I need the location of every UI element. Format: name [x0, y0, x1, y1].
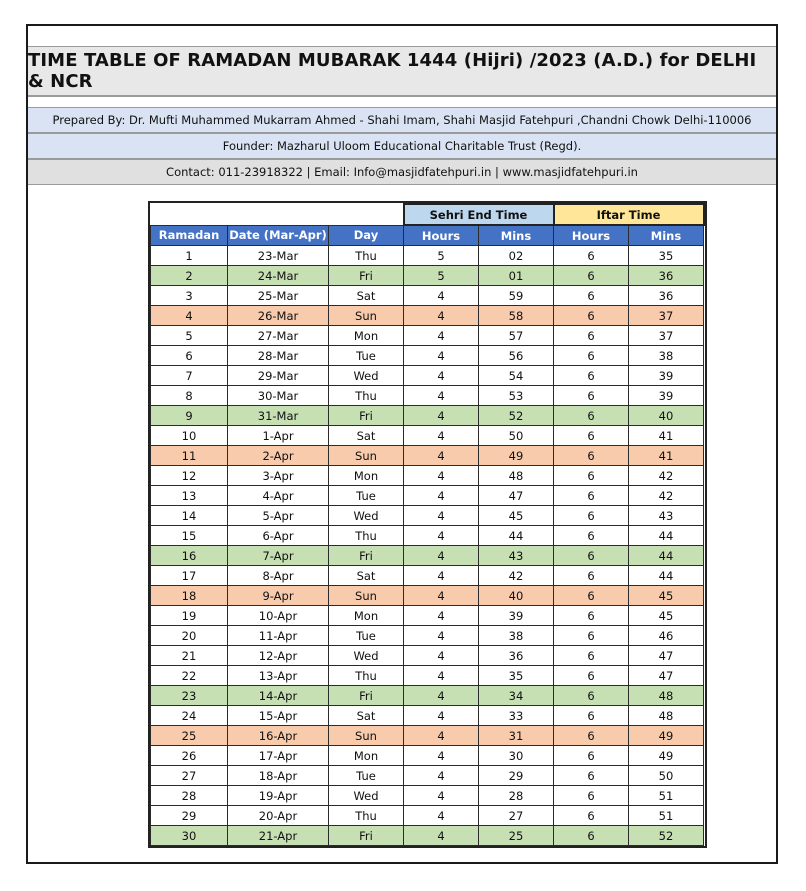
col-header-iftar-hours: Hours [554, 225, 629, 246]
sehri-hours-cell: 4 [404, 386, 479, 406]
sehri-hours-cell: 4 [404, 306, 479, 326]
sehri-hours-cell: 4 [404, 486, 479, 506]
weekday-cell: Wed [329, 366, 404, 386]
iftar-hours-cell: 6 [554, 446, 629, 466]
col-header-day: Day [329, 225, 404, 246]
col-header-ramadan: Ramadan [151, 225, 228, 246]
sehri-hours-cell: 4 [404, 546, 479, 566]
sehri-hours-cell: 4 [404, 566, 479, 586]
iftar-hours-cell: 6 [554, 586, 629, 606]
weekday-cell: Thu [329, 386, 404, 406]
col-header-iftar-mins: Mins [629, 225, 704, 246]
weekday-cell: Thu [329, 666, 404, 686]
weekday-cell: Fri [329, 826, 404, 846]
iftar-mins-cell: 44 [629, 546, 704, 566]
date-cell: 15-Apr [228, 706, 329, 726]
sehri-mins-cell: 25 [479, 826, 554, 846]
weekday-cell: Tue [329, 346, 404, 366]
iftar-group-header: Iftar Time [554, 204, 704, 225]
date-cell: 27-Mar [228, 326, 329, 346]
iftar-mins-cell: 45 [629, 606, 704, 626]
iftar-mins-cell: 43 [629, 506, 704, 526]
table-row [151, 246, 704, 266]
sehri-hours-cell: 4 [404, 766, 479, 786]
iftar-mins-cell: 39 [629, 386, 704, 406]
date-cell: 29-Mar [228, 366, 329, 386]
table-row [151, 686, 704, 706]
iftar-mins-cell: 47 [629, 646, 704, 666]
sehri-mins-cell: 49 [479, 446, 554, 466]
ramadan-day-cell: 14 [151, 506, 228, 526]
date-cell: 1-Apr [228, 426, 329, 446]
sehri-hours-cell: 4 [404, 746, 479, 766]
sehri-hours-cell: 4 [404, 406, 479, 426]
sehri-hours-cell: 4 [404, 666, 479, 686]
sehri-hours-cell: 4 [404, 446, 479, 466]
date-cell: 20-Apr [228, 806, 329, 826]
table-row [151, 346, 704, 366]
table-row [151, 306, 704, 326]
date-cell: 18-Apr [228, 766, 329, 786]
table-row [151, 826, 704, 846]
table-row [151, 786, 704, 806]
iftar-mins-cell: 52 [629, 826, 704, 846]
table-row [151, 566, 704, 586]
weekday-cell: Mon [329, 746, 404, 766]
date-cell: 31-Mar [228, 406, 329, 426]
sehri-mins-cell: 01 [479, 266, 554, 286]
iftar-mins-cell: 36 [629, 266, 704, 286]
ramadan-day-cell: 10 [151, 426, 228, 446]
sehri-mins-cell: 43 [479, 546, 554, 566]
sehri-mins-cell: 56 [479, 346, 554, 366]
founder-row [28, 133, 776, 159]
weekday-cell: Mon [329, 606, 404, 626]
col-header-sehri-hours: Hours [404, 225, 479, 246]
iftar-hours-cell: 6 [554, 686, 629, 706]
iftar-mins-cell: 46 [629, 626, 704, 646]
iftar-mins-cell: 49 [629, 726, 704, 746]
ramadan-day-cell: 26 [151, 746, 228, 766]
iftar-hours-cell: 6 [554, 486, 629, 506]
iftar-mins-cell: 49 [629, 746, 704, 766]
weekday-cell: Wed [329, 506, 404, 526]
table-row [151, 266, 704, 286]
weekday-cell: Sat [329, 286, 404, 306]
table-row [151, 666, 704, 686]
date-cell: 2-Apr [228, 446, 329, 466]
iftar-hours-cell: 6 [554, 386, 629, 406]
sehri-mins-cell: 58 [479, 306, 554, 326]
iftar-hours-cell: 6 [554, 566, 629, 586]
weekday-cell: Mon [329, 326, 404, 346]
date-cell: 17-Apr [228, 746, 329, 766]
iftar-hours-cell: 6 [554, 526, 629, 546]
weekday-cell: Tue [329, 626, 404, 646]
iftar-hours-cell: 6 [554, 826, 629, 846]
iftar-mins-cell: 41 [629, 446, 704, 466]
weekday-cell: Sat [329, 426, 404, 446]
iftar-mins-cell: 51 [629, 786, 704, 806]
table-row [151, 546, 704, 566]
weekday-cell: Thu [329, 526, 404, 546]
ramadan-day-cell: 3 [151, 286, 228, 306]
sehri-hours-cell: 4 [404, 806, 479, 826]
iftar-mins-cell: 39 [629, 366, 704, 386]
sehri-hours-cell: 4 [404, 826, 479, 846]
sehri-hours-cell: 4 [404, 726, 479, 746]
page-title: TIME TABLE OF RAMADAN MUBARAK 1444 (Hijri) /2023 (A.D.) for DELHI & NCR [28, 50, 757, 92]
iftar-hours-cell: 6 [554, 786, 629, 806]
iftar-hours-cell: 6 [554, 626, 629, 646]
prepared-by-text: Prepared By: Dr. Mufti Muhammed Mukarram Ahmed - Shahi Imam, Shahi Masjid Fatehpuri ,Chandni Chowk Delhi-110006 [52, 113, 752, 127]
date-cell: 28-Mar [228, 346, 329, 366]
iftar-hours-cell: 6 [554, 746, 629, 766]
iftar-hours-cell: 6 [554, 546, 629, 566]
iftar-mins-cell: 48 [629, 706, 704, 726]
table-row [151, 766, 704, 786]
ramadan-day-cell: 6 [151, 346, 228, 366]
date-cell: 7-Apr [228, 546, 329, 566]
iftar-mins-cell: 37 [629, 326, 704, 346]
weekday-cell: Wed [329, 646, 404, 666]
ramadan-day-cell: 4 [151, 306, 228, 326]
title-banner [28, 46, 776, 96]
sehri-hours-cell: 4 [404, 466, 479, 486]
weekday-cell: Fri [329, 266, 404, 286]
ramadan-day-cell: 23 [151, 686, 228, 706]
iftar-hours-cell: 6 [554, 426, 629, 446]
ramadan-day-cell: 22 [151, 666, 228, 686]
iftar-mins-cell: 40 [629, 406, 704, 426]
table-row [151, 386, 704, 406]
sehri-mins-cell: 52 [479, 406, 554, 426]
iftar-mins-cell: 51 [629, 806, 704, 826]
sehri-hours-cell: 4 [404, 626, 479, 646]
contact-text: Contact: 011-23918322 | Email: Info@masjidfatehpuri.in | www.masjidfatehpuri.in [166, 165, 638, 179]
table-row [151, 506, 704, 526]
table-row [151, 806, 704, 826]
ramadan-day-cell: 24 [151, 706, 228, 726]
sehri-hours-cell: 4 [404, 426, 479, 446]
weekday-cell: Sun [329, 446, 404, 466]
weekday-cell: Fri [329, 406, 404, 426]
table-row [151, 726, 704, 746]
table-row [151, 466, 704, 486]
contact-row [28, 159, 776, 185]
weekday-cell: Tue [329, 486, 404, 506]
date-cell: 16-Apr [228, 726, 329, 746]
iftar-mins-cell: 38 [629, 346, 704, 366]
table-row [151, 606, 704, 626]
date-cell: 4-Apr [228, 486, 329, 506]
date-cell: 9-Apr [228, 586, 329, 606]
iftar-hours-cell: 6 [554, 706, 629, 726]
iftar-hours-cell: 6 [554, 606, 629, 626]
sehri-hours-cell: 5 [404, 246, 479, 266]
sehri-mins-cell: 59 [479, 286, 554, 306]
date-cell: 12-Apr [228, 646, 329, 666]
sehri-group-header: Sehri End Time [404, 204, 554, 225]
iftar-hours-cell: 6 [554, 806, 629, 826]
date-cell: 23-Mar [228, 246, 329, 266]
ramadan-timetable [150, 203, 705, 846]
sehri-mins-cell: 31 [479, 726, 554, 746]
table-row [151, 426, 704, 446]
sehri-mins-cell: 45 [479, 506, 554, 526]
iftar-hours-cell: 6 [554, 246, 629, 266]
sehri-mins-cell: 39 [479, 606, 554, 626]
iftar-mins-cell: 41 [629, 426, 704, 446]
sehri-hours-cell: 4 [404, 346, 479, 366]
table-row [151, 366, 704, 386]
date-cell: 11-Apr [228, 626, 329, 646]
iftar-mins-cell: 45 [629, 586, 704, 606]
sehri-mins-cell: 27 [479, 806, 554, 826]
iftar-mins-cell: 47 [629, 666, 704, 686]
ramadan-day-cell: 25 [151, 726, 228, 746]
date-cell: 25-Mar [228, 286, 329, 306]
weekday-cell: Tue [329, 766, 404, 786]
date-cell: 26-Mar [228, 306, 329, 326]
sehri-mins-cell: 36 [479, 646, 554, 666]
ramadan-day-cell: 21 [151, 646, 228, 666]
ramadan-day-cell: 18 [151, 586, 228, 606]
sehri-mins-cell: 54 [479, 366, 554, 386]
sehri-mins-cell: 33 [479, 706, 554, 726]
weekday-cell: Sun [329, 306, 404, 326]
iftar-mins-cell: 50 [629, 766, 704, 786]
sehri-mins-cell: 53 [479, 386, 554, 406]
sehri-hours-cell: 4 [404, 706, 479, 726]
group-header-row [151, 204, 704, 225]
sehri-mins-cell: 35 [479, 666, 554, 686]
ramadan-day-cell: 2 [151, 266, 228, 286]
ramadan-day-cell: 20 [151, 626, 228, 646]
ramadan-day-cell: 9 [151, 406, 228, 426]
column-header-row [151, 225, 704, 246]
table-row [151, 406, 704, 426]
ramadan-day-cell: 29 [151, 806, 228, 826]
ramadan-day-cell: 19 [151, 606, 228, 626]
iftar-mins-cell: 42 [629, 466, 704, 486]
table-row [151, 646, 704, 666]
weekday-cell: Sun [329, 586, 404, 606]
iftar-mins-cell: 44 [629, 526, 704, 546]
sehri-mins-cell: 29 [479, 766, 554, 786]
sehri-hours-cell: 4 [404, 366, 479, 386]
sehri-hours-cell: 4 [404, 786, 479, 806]
sehri-mins-cell: 28 [479, 786, 554, 806]
iftar-hours-cell: 6 [554, 286, 629, 306]
date-cell: 3-Apr [228, 466, 329, 486]
iftar-hours-cell: 6 [554, 346, 629, 366]
ramadan-day-cell: 15 [151, 526, 228, 546]
sehri-mins-cell: 48 [479, 466, 554, 486]
table-row [151, 586, 704, 606]
sehri-mins-cell: 02 [479, 246, 554, 266]
iftar-hours-cell: 6 [554, 266, 629, 286]
date-cell: 13-Apr [228, 666, 329, 686]
table-row [151, 526, 704, 546]
table-row [151, 706, 704, 726]
weekday-cell: Sat [329, 706, 404, 726]
prepared-by-row [28, 107, 776, 133]
ramadan-day-cell: 1 [151, 246, 228, 266]
date-cell: 24-Mar [228, 266, 329, 286]
iftar-hours-cell: 6 [554, 326, 629, 346]
iftar-hours-cell: 6 [554, 466, 629, 486]
ramadan-day-cell: 13 [151, 486, 228, 506]
date-cell: 30-Mar [228, 386, 329, 406]
ramadan-day-cell: 11 [151, 446, 228, 466]
sehri-mins-cell: 30 [479, 746, 554, 766]
ramadan-day-cell: 12 [151, 466, 228, 486]
sehri-hours-cell: 4 [404, 286, 479, 306]
col-header-date: Date (Mar-Apr) [228, 225, 329, 246]
ramadan-day-cell: 16 [151, 546, 228, 566]
weekday-cell: Mon [329, 466, 404, 486]
iftar-hours-cell: 6 [554, 406, 629, 426]
iftar-mins-cell: 35 [629, 246, 704, 266]
sehri-mins-cell: 34 [479, 686, 554, 706]
weekday-cell: Thu [329, 246, 404, 266]
table-row [151, 326, 704, 346]
weekday-cell: Sun [329, 726, 404, 746]
date-cell: 21-Apr [228, 826, 329, 846]
iftar-hours-cell: 6 [554, 306, 629, 326]
iftar-hours-cell: 6 [554, 506, 629, 526]
weekday-cell: Fri [329, 546, 404, 566]
sehri-hours-cell: 4 [404, 526, 479, 546]
group-header-blank [151, 204, 404, 225]
ramadan-day-cell: 27 [151, 766, 228, 786]
sehri-mins-cell: 50 [479, 426, 554, 446]
ramadan-day-cell: 8 [151, 386, 228, 406]
spacer-row [28, 96, 776, 107]
iftar-mins-cell: 36 [629, 286, 704, 306]
sehri-hours-cell: 5 [404, 266, 479, 286]
table-row [151, 486, 704, 506]
table-row [151, 286, 704, 306]
sehri-mins-cell: 57 [479, 326, 554, 346]
table-row [151, 626, 704, 646]
iftar-mins-cell: 44 [629, 566, 704, 586]
iftar-mins-cell: 48 [629, 686, 704, 706]
iftar-hours-cell: 6 [554, 766, 629, 786]
date-cell: 5-Apr [228, 506, 329, 526]
sehri-hours-cell: 4 [404, 606, 479, 626]
iftar-hours-cell: 6 [554, 366, 629, 386]
date-cell: 6-Apr [228, 526, 329, 546]
table-row [151, 746, 704, 766]
sehri-hours-cell: 4 [404, 506, 479, 526]
weekday-cell: Fri [329, 686, 404, 706]
iftar-hours-cell: 6 [554, 646, 629, 666]
sehri-hours-cell: 4 [404, 586, 479, 606]
sehri-hours-cell: 4 [404, 646, 479, 666]
sehri-mins-cell: 47 [479, 486, 554, 506]
iftar-hours-cell: 6 [554, 666, 629, 686]
sehri-mins-cell: 40 [479, 586, 554, 606]
ramadan-day-cell: 7 [151, 366, 228, 386]
sehri-mins-cell: 42 [479, 566, 554, 586]
date-cell: 8-Apr [228, 566, 329, 586]
sehri-hours-cell: 4 [404, 686, 479, 706]
timetable-body [151, 246, 704, 846]
ramadan-day-cell: 28 [151, 786, 228, 806]
sehri-mins-cell: 38 [479, 626, 554, 646]
ramadan-day-cell: 17 [151, 566, 228, 586]
weekday-cell: Sat [329, 566, 404, 586]
iftar-mins-cell: 42 [629, 486, 704, 506]
weekday-cell: Wed [329, 786, 404, 806]
col-header-sehri-mins: Mins [479, 225, 554, 246]
ramadan-day-cell: 5 [151, 326, 228, 346]
sehri-mins-cell: 44 [479, 526, 554, 546]
weekday-cell: Thu [329, 806, 404, 826]
iftar-mins-cell: 37 [629, 306, 704, 326]
iftar-hours-cell: 6 [554, 726, 629, 746]
date-cell: 10-Apr [228, 606, 329, 626]
ramadan-day-cell: 30 [151, 826, 228, 846]
founder-text: Founder: Mazharul Uloom Educational Charitable Trust (Regd). [222, 139, 582, 153]
date-cell: 14-Apr [228, 686, 329, 706]
table-row [151, 446, 704, 466]
date-cell: 19-Apr [228, 786, 329, 806]
sehri-hours-cell: 4 [404, 326, 479, 346]
